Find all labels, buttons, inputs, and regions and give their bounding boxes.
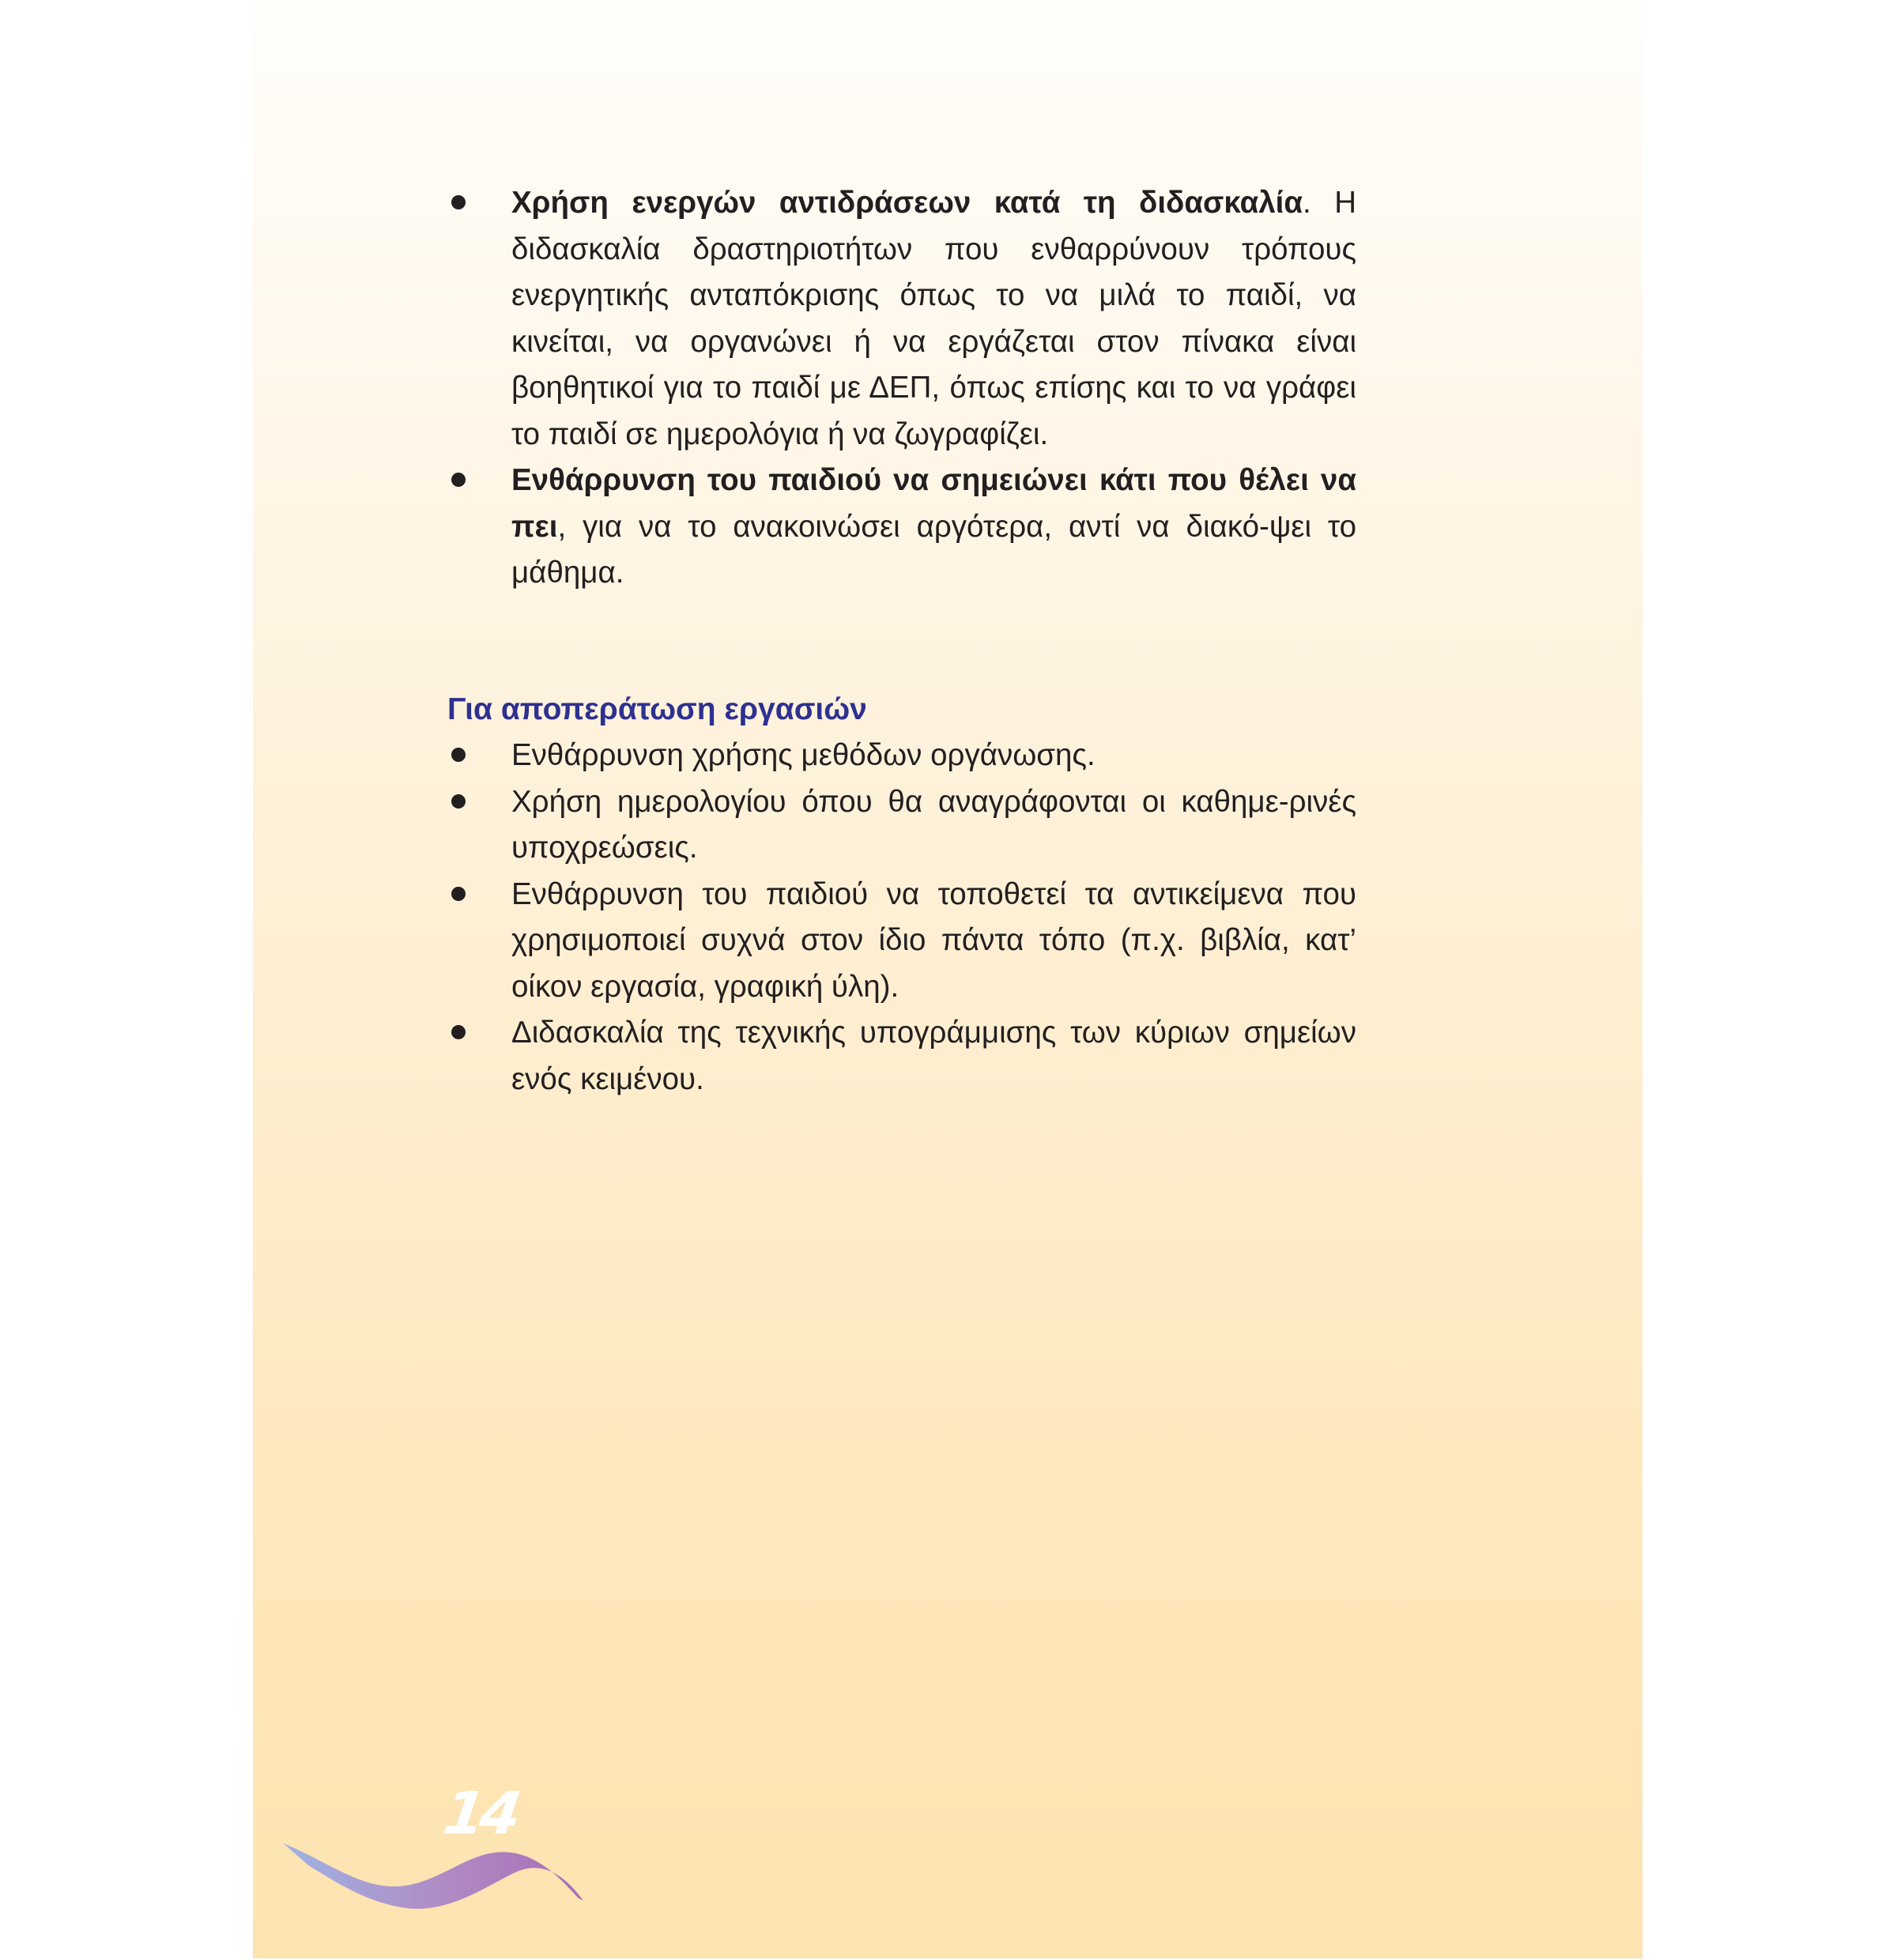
list-item-text: . Η διδασκαλία δραστηριοτήτων που ενθαρρύνουν τρόπους ενεργητικής ανταπόκρισης όπως το να μιλά το παιδί, να κινείται, να οργανώνει ή να εργάζεται στον πίνακα είναι βοηθητικοί για το παιδί με ΔΕΠ, όπως επίσης και το να γράφει το παιδί σε ημερολόγια ή να ζωγραφίζει. (511, 186, 1356, 451)
list-item-text: Διδασκαλία της τεχνικής υπογράμμισης των κύριων σημείων ενός κειμένου. (511, 1016, 1356, 1096)
bullet-icon (451, 1025, 466, 1039)
wave-decoration-icon (253, 1762, 601, 1920)
list-item (447, 180, 1356, 458)
list-item-text: Ενθάρρυνση χρήσης μεθόδων οργάνωσης. (511, 738, 1096, 772)
bullet-icon (451, 748, 466, 762)
list-item-text: , για να το ανακοινώσει αργότερα, αντί να διακό-ψει το μάθημα. (511, 509, 1356, 590)
bullet-icon (451, 794, 466, 808)
list-item (447, 872, 1356, 1011)
page-content (447, 180, 1356, 1102)
document-page (253, 0, 1642, 1958)
list-item-text: Χρήση ημερολογίου όπου θα αναγράφονται οι καθημε-ρινές υποχρεώσεις. (511, 784, 1356, 865)
list-item (447, 1010, 1356, 1102)
wave-shape (283, 1843, 583, 1909)
list-item-bold-lead: Ενθάρρυνση του παιδιού να σημειώνει κάτι που θέλει να πει (511, 463, 1356, 544)
bullet-icon (451, 887, 466, 901)
list-item (447, 458, 1356, 597)
list-item-bold-lead: Χρήση ενεργών αντιδράσεων κατά τη διδασκαλία (511, 186, 1303, 220)
page-footer (253, 1762, 601, 1920)
list-item (447, 733, 1356, 779)
bullet-list-task-completion (447, 733, 1356, 1102)
page-number: 14 (439, 1780, 522, 1848)
section-heading: Για αποπεράτωση εργασιών (447, 692, 867, 726)
bullet-icon (451, 473, 466, 487)
bullet-icon (451, 195, 466, 209)
bullet-list-strategies (447, 180, 1356, 597)
list-item-text: Ενθάρρυνση του παιδιού να τοποθετεί τα αντικείμενα που χρησιμοποιεί συχνά στον ίδιο πάντα τόπο (π.χ. βιβλία, κατ’ οίκον εργασία, γραφική ύλη). (511, 876, 1356, 1004)
list-item (447, 779, 1356, 872)
